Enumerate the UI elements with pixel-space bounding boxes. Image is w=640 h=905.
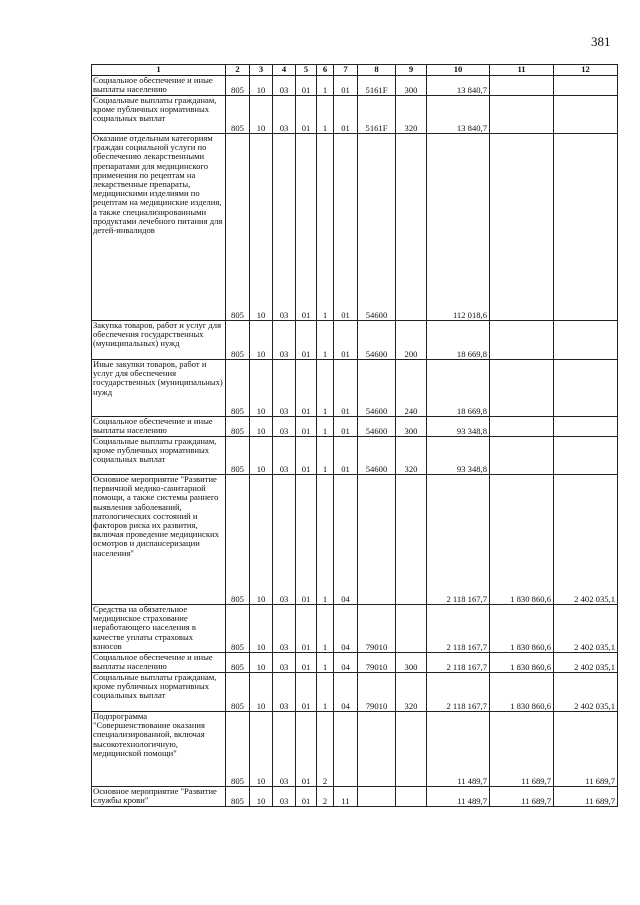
row-cell-c3: 10 [250, 360, 273, 417]
table-row [92, 787, 618, 807]
row-name-cell: Оказание отдельным категориям граждан социальной услуги по обеспечению лекарственными препаратами для медицинского применения по рецептам на лекарственные препараты, медицинскими изделиями по рецептам на медицинские изделия, а также специализированными продуктами лечебного питания для детей-инвалидов [92, 134, 226, 321]
row-cell-c8: 79010 [358, 605, 396, 653]
row-cell-c3: 10 [250, 417, 273, 437]
row-cell-c12 [554, 360, 618, 417]
col-header: 5 [296, 65, 317, 76]
row-cell-c3: 10 [250, 605, 273, 653]
row-cell-c11 [490, 417, 554, 437]
row-cell-c11 [490, 96, 554, 134]
row-name-cell: Закупка товаров, работ и услуг для обеспечения государственных (муниципальных) нужд [92, 321, 226, 360]
row-cell-c4: 03 [273, 437, 296, 475]
row-cell-c12: 2 402 035,1 [554, 653, 618, 673]
row-cell-c5: 01 [296, 134, 317, 321]
row-cell-c3: 10 [250, 475, 273, 605]
row-cell-c8: 5161F [358, 96, 396, 134]
row-name-cell: Социальные выплаты гражданам, кроме публичных нормативных социальных выплат [92, 96, 226, 134]
col-header: 3 [250, 65, 273, 76]
row-cell-c12: 11 689,7 [554, 787, 618, 807]
row-cell-c11 [490, 76, 554, 96]
row-name-cell: Социальное обеспечение и иные выплаты населению [92, 76, 226, 96]
row-cell-c2: 805 [226, 360, 250, 417]
row-cell-c10: 13 840,7 [427, 96, 490, 134]
row-cell-c10: 18 669,8 [427, 360, 490, 417]
row-cell-c7: 04 [334, 605, 358, 653]
row-cell-c4: 03 [273, 96, 296, 134]
table-row [92, 321, 618, 360]
row-cell-c6: 2 [317, 787, 334, 807]
row-cell-c11: 11 689,7 [490, 712, 554, 787]
row-cell-c2: 805 [226, 134, 250, 321]
row-cell-c2: 805 [226, 417, 250, 437]
row-cell-c7: 04 [334, 653, 358, 673]
table-row [92, 134, 618, 321]
row-cell-c3: 10 [250, 653, 273, 673]
row-cell-c10: 112 018,6 [427, 134, 490, 321]
row-cell-c3: 10 [250, 96, 273, 134]
row-cell-c10: 2 118 167,7 [427, 605, 490, 653]
page-number: 381 [591, 34, 611, 49]
row-cell-c5: 01 [296, 76, 317, 96]
table-row [92, 475, 618, 605]
row-cell-c8: 54600 [358, 134, 396, 321]
row-cell-c3: 10 [250, 134, 273, 321]
row-cell-c12 [554, 321, 618, 360]
row-cell-c3: 10 [250, 787, 273, 807]
row-cell-c5: 01 [296, 321, 317, 360]
row-cell-c3: 10 [250, 712, 273, 787]
row-cell-c9: 240 [396, 360, 427, 417]
row-cell-c2: 805 [226, 787, 250, 807]
row-cell-c7: 01 [334, 76, 358, 96]
col-header: 12 [554, 65, 618, 76]
row-name-cell: Социальное обеспечение и иные выплаты населению [92, 653, 226, 673]
col-header: 1 [92, 65, 226, 76]
budget-table [91, 64, 618, 807]
row-cell-c9 [396, 712, 427, 787]
col-header: 9 [396, 65, 427, 76]
row-cell-c12 [554, 76, 618, 96]
row-cell-c12 [554, 417, 618, 437]
row-cell-c11 [490, 437, 554, 475]
row-cell-c7: 01 [334, 437, 358, 475]
col-header: 4 [273, 65, 296, 76]
row-cell-c2: 805 [226, 712, 250, 787]
row-cell-c5: 01 [296, 787, 317, 807]
col-header: 2 [226, 65, 250, 76]
row-cell-c12: 11 689,7 [554, 712, 618, 787]
row-cell-c2: 805 [226, 437, 250, 475]
row-cell-c11 [490, 134, 554, 321]
row-name-cell: Социальные выплаты гражданам, кроме публичных нормативных социальных выплат [92, 673, 226, 712]
row-cell-c12 [554, 437, 618, 475]
row-cell-c5: 01 [296, 475, 317, 605]
row-cell-c12: 2 402 035,1 [554, 605, 618, 653]
row-cell-c8 [358, 475, 396, 605]
table-row [92, 653, 618, 673]
table-row [92, 712, 618, 787]
row-cell-c4: 03 [273, 787, 296, 807]
row-cell-c9: 320 [396, 437, 427, 475]
row-cell-c7 [334, 712, 358, 787]
row-name-cell: Подпрограмма "Совершенствование оказания специализированной, включая высокотехнологичную, медицинской помощи" [92, 712, 226, 787]
row-name-cell: Основное мероприятие "Развитие первичной медико-санитарной помощи, а также системы раннего выявления заболеваний, патологических состояний и факторов риска их развития, включая проведение медицинских осмотров и диспансеризации населения" [92, 475, 226, 605]
row-cell-c8 [358, 712, 396, 787]
row-cell-c11: 11 689,7 [490, 787, 554, 807]
row-cell-c9 [396, 134, 427, 321]
row-cell-c5: 01 [296, 712, 317, 787]
row-cell-c2: 805 [226, 653, 250, 673]
row-cell-c8: 54600 [358, 417, 396, 437]
row-cell-c7: 01 [334, 134, 358, 321]
row-cell-c7: 01 [334, 360, 358, 417]
row-cell-c10: 18 669,8 [427, 321, 490, 360]
row-cell-c12: 2 402 035,1 [554, 475, 618, 605]
row-cell-c11: 1 830 860,6 [490, 605, 554, 653]
row-cell-c11: 1 830 860,6 [490, 673, 554, 712]
row-cell-c4: 03 [273, 134, 296, 321]
row-cell-c2: 805 [226, 96, 250, 134]
row-cell-c9: 200 [396, 321, 427, 360]
row-cell-c4: 03 [273, 605, 296, 653]
row-cell-c6: 1 [317, 76, 334, 96]
row-cell-c3: 10 [250, 76, 273, 96]
row-cell-c8: 54600 [358, 360, 396, 417]
row-cell-c8: 79010 [358, 653, 396, 673]
row-cell-c8: 5161F [358, 76, 396, 96]
table-row [92, 360, 618, 417]
row-cell-c5: 01 [296, 437, 317, 475]
row-cell-c12 [554, 96, 618, 134]
row-cell-c7: 04 [334, 475, 358, 605]
row-cell-c6: 1 [317, 134, 334, 321]
row-cell-c5: 01 [296, 673, 317, 712]
row-name-cell: Средства на обязательное медицинское страхование неработающего населения в качестве уплаты страховых взносов [92, 605, 226, 653]
col-header: 11 [490, 65, 554, 76]
row-cell-c6: 1 [317, 605, 334, 653]
row-cell-c7: 04 [334, 673, 358, 712]
row-cell-c8: 79010 [358, 673, 396, 712]
row-cell-c12 [554, 134, 618, 321]
row-name-cell: Социальное обеспечение и иные выплаты населению [92, 417, 226, 437]
col-header: 10 [427, 65, 490, 76]
row-cell-c10: 93 348,8 [427, 417, 490, 437]
row-cell-c5: 01 [296, 96, 317, 134]
row-cell-c10: 2 118 167,7 [427, 653, 490, 673]
row-cell-c7: 01 [334, 321, 358, 360]
row-cell-c10: 2 118 167,7 [427, 475, 490, 605]
row-cell-c5: 01 [296, 605, 317, 653]
row-cell-c6: 1 [317, 321, 334, 360]
row-cell-c8 [358, 787, 396, 807]
row-cell-c10: 11 489,7 [427, 712, 490, 787]
table-row [92, 96, 618, 134]
row-cell-c11 [490, 360, 554, 417]
row-cell-c10: 11 489,7 [427, 787, 490, 807]
row-cell-c6: 2 [317, 712, 334, 787]
row-cell-c6: 1 [317, 360, 334, 417]
row-cell-c11 [490, 321, 554, 360]
row-cell-c6: 1 [317, 417, 334, 437]
row-cell-c2: 805 [226, 605, 250, 653]
row-cell-c11: 1 830 860,6 [490, 475, 554, 605]
col-header: 6 [317, 65, 334, 76]
row-cell-c5: 01 [296, 653, 317, 673]
table-row [92, 437, 618, 475]
table-row [92, 605, 618, 653]
row-cell-c12: 2 402 035,1 [554, 673, 618, 712]
row-cell-c6: 1 [317, 96, 334, 134]
row-cell-c3: 10 [250, 321, 273, 360]
row-cell-c5: 01 [296, 360, 317, 417]
row-cell-c9: 300 [396, 653, 427, 673]
row-cell-c2: 805 [226, 673, 250, 712]
row-cell-c11: 1 830 860,6 [490, 653, 554, 673]
row-cell-c5: 01 [296, 417, 317, 437]
row-cell-c6: 1 [317, 475, 334, 605]
row-cell-c7: 01 [334, 96, 358, 134]
row-cell-c10: 13 840,7 [427, 76, 490, 96]
row-name-cell: Иные закупки товаров, работ и услуг для обеспечения государственных (муниципальных) нужд [92, 360, 226, 417]
row-name-cell: Основное мероприятие "Развитие службы крови" [92, 787, 226, 807]
row-cell-c4: 03 [273, 417, 296, 437]
row-cell-c4: 03 [273, 673, 296, 712]
row-cell-c6: 1 [317, 673, 334, 712]
table-row [92, 417, 618, 437]
row-cell-c6: 1 [317, 437, 334, 475]
row-cell-c4: 03 [273, 475, 296, 605]
row-cell-c3: 10 [250, 437, 273, 475]
row-cell-c8: 54600 [358, 437, 396, 475]
table-row [92, 76, 618, 96]
table-header-row [92, 65, 618, 76]
row-cell-c4: 03 [273, 76, 296, 96]
row-cell-c10: 2 118 167,7 [427, 673, 490, 712]
row-cell-c7: 11 [334, 787, 358, 807]
row-cell-c9: 300 [396, 76, 427, 96]
row-cell-c9 [396, 787, 427, 807]
row-cell-c9: 300 [396, 417, 427, 437]
row-cell-c9 [396, 475, 427, 605]
row-cell-c4: 03 [273, 653, 296, 673]
table-row [92, 673, 618, 712]
col-header: 8 [358, 65, 396, 76]
row-cell-c9 [396, 605, 427, 653]
row-cell-c2: 805 [226, 475, 250, 605]
row-cell-c2: 805 [226, 76, 250, 96]
row-name-cell: Социальные выплаты гражданам, кроме публичных нормативных социальных выплат [92, 437, 226, 475]
row-cell-c2: 805 [226, 321, 250, 360]
row-cell-c6: 1 [317, 653, 334, 673]
row-cell-c9: 320 [396, 673, 427, 712]
row-cell-c8: 54600 [358, 321, 396, 360]
row-cell-c4: 03 [273, 321, 296, 360]
row-cell-c9: 320 [396, 96, 427, 134]
row-cell-c10: 93 348,8 [427, 437, 490, 475]
row-cell-c4: 03 [273, 360, 296, 417]
row-cell-c7: 01 [334, 417, 358, 437]
row-cell-c4: 03 [273, 712, 296, 787]
row-cell-c3: 10 [250, 673, 273, 712]
col-header: 7 [334, 65, 358, 76]
